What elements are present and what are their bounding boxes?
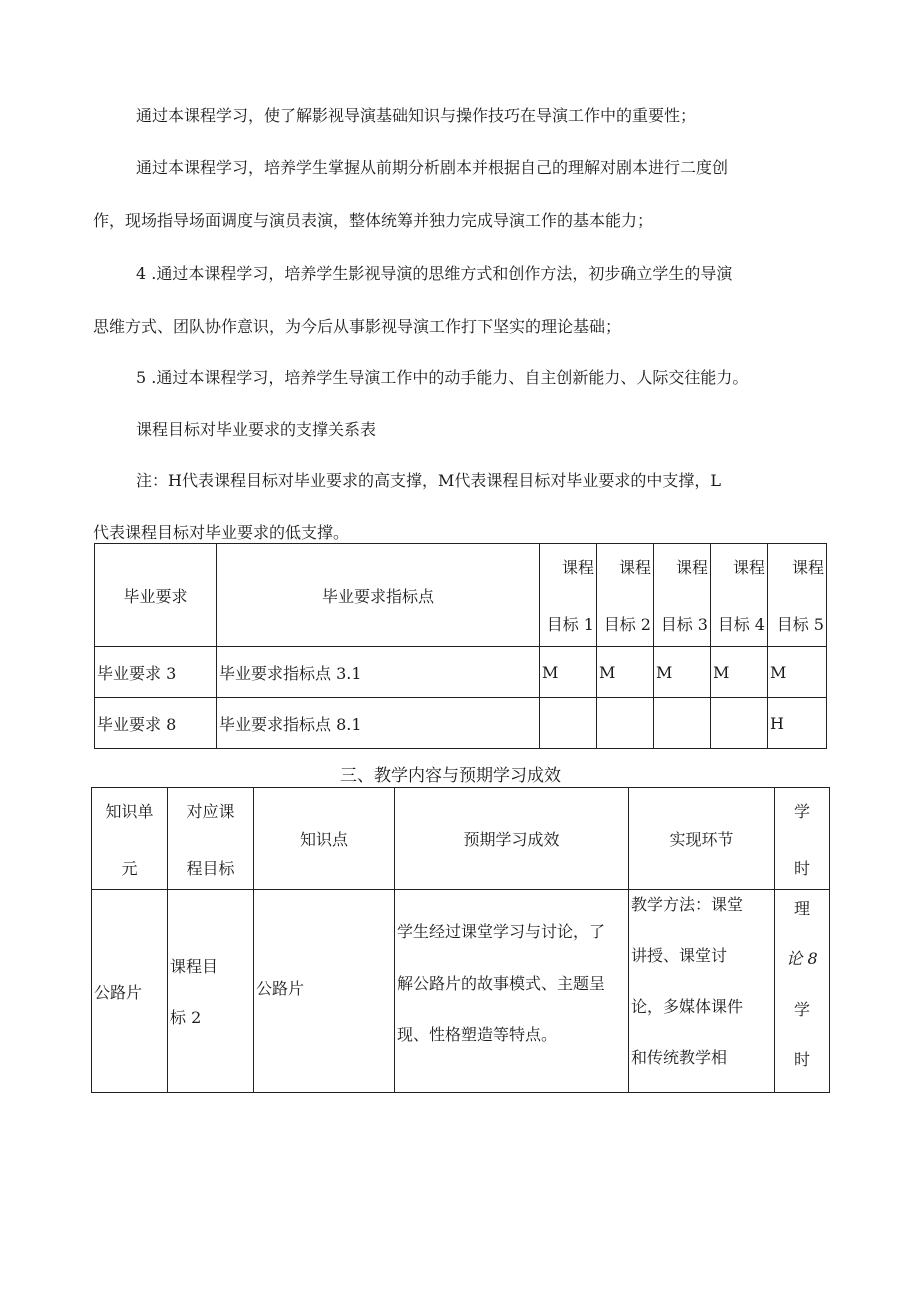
support-relation-table [94,543,827,749]
goal-5-top: 课程 [791,558,824,577]
header-knowledge-unit [92,788,168,890]
row-mark: M [768,647,827,698]
paragraph-4-line-1: 4 .通过本课程学习，培养学生影视导演的思维方式和创作方法，初步确立学生的导演 [136,264,733,283]
goal-4-bottom: 目标 4 [717,615,765,634]
outcome-line: 学生经过课堂学习与讨论，了 [397,922,606,941]
row-mark: H [768,698,827,749]
paragraph-5: 5 .通过本课程学习，培养学生导演工作中的动手能力、自主创新能力、人际交往能力。 [136,368,749,387]
row-goal-bottom: 标 2 [170,1008,202,1027]
paragraph-1: 通过本课程学习，使了解影视导演基础知识与操作技巧在导演工作中的重要性； [136,106,697,125]
row-requirement: 毕业要求 3 [95,647,217,698]
row-mark [654,698,711,749]
row-expected-outcome [395,890,629,1093]
table-row [95,647,827,698]
paragraph-2-line-1: 通过本课程学习，培养学生掌握从前期分析剧本并根据自己的理解对剧本进行二度创 [136,158,729,177]
header-goal-1 [540,544,597,647]
hours-line: 理 [793,899,810,918]
unit-top: 知识单 [105,801,154,821]
outcome-line: 解公路片的故事模式、主题呈 [397,973,606,993]
goal-2-bottom: 目标 2 [603,615,651,634]
row-implementation [629,890,775,1093]
row-knowledge-point: 公路片 [254,890,395,1093]
header-indicator-point: 毕业要求指标点 [217,544,540,647]
goal-top: 对应课 [186,801,235,821]
row-hours [775,890,830,1093]
header-knowledge-point: 知识点 [254,788,395,890]
goal-1-top: 课程 [561,558,594,577]
row-indicator-point: 毕业要求指标点 8.1 [217,698,540,749]
table-header-row [95,544,827,647]
goal-bottom: 程目标 [186,858,235,878]
unit-bottom: 元 [121,858,138,878]
hours-line: 论 8 [786,949,818,969]
goal-3-bottom: 目标 3 [660,615,708,634]
row-mark: M [597,647,654,698]
row-mark [711,698,768,749]
header-goal-4 [711,544,768,647]
row-goal-top: 课程目 [170,957,219,976]
paragraph-4-line-2: 思维方式、团队协作意识，为今后从事影视导演工作打下坚实的理论基础； [93,317,622,336]
row-mark [597,698,654,749]
hours-line: 学 [793,999,810,1019]
goal-3-top: 课程 [675,558,708,577]
row-mark: M [654,647,711,698]
row-requirement: 毕业要求 8 [95,698,217,749]
header-hours [775,788,830,890]
goal-1-bottom: 目标 1 [546,615,594,634]
paragraph-2-line-2: 作，现场指导场面调度与演员表演，整体统筹并独力完成导演工作的基本能力； [93,211,654,230]
hours-bottom: 时 [793,858,810,878]
hours-line: 时 [793,1049,810,1069]
teaching-content-table [91,787,830,1093]
note-line-2: 代表课程目标对毕业要求的低支撑。 [93,523,350,542]
hours-top: 学 [793,801,810,821]
row-course-goal [168,890,254,1093]
table-caption: 课程目标对毕业要求的支撑关系表 [136,420,377,439]
header-goal-5 [768,544,827,647]
header-goal-2 [597,544,654,647]
outcome-line: 现、性格塑造等特点。 [397,1025,558,1044]
row-knowledge-unit: 公路片 [92,890,168,1093]
header-graduation-requirement: 毕业要求 [95,544,217,647]
table-row [92,890,830,1093]
method-line: 讲授、课堂讨 [631,946,728,965]
section-title: 三、教学内容与预期学习成效 [340,766,561,786]
header-goal-3 [654,544,711,647]
header-implementation: 实现环节 [629,788,775,890]
table-row [95,698,827,749]
table-header-row [92,788,830,890]
row-mark: M [540,647,597,698]
row-mark [540,698,597,749]
note-line-1: 注：H代表课程目标对毕业要求的高支撑，M代表课程目标对毕业要求的中支撑，L [136,471,721,490]
goal-4-top: 课程 [732,558,765,577]
method-line: 论，多媒体课件 [631,997,744,1016]
method-line: 和传统教学相 [631,1048,728,1067]
header-expected-outcome: 预期学习成效 [395,788,629,890]
goal-2-top: 课程 [618,558,651,577]
method-line: 教学方法：课堂 [631,895,744,914]
goal-5-bottom: 目标 5 [776,615,824,634]
header-course-goal [168,788,254,890]
row-mark: M [711,647,768,698]
row-indicator-point: 毕业要求指标点 3.1 [217,647,540,698]
